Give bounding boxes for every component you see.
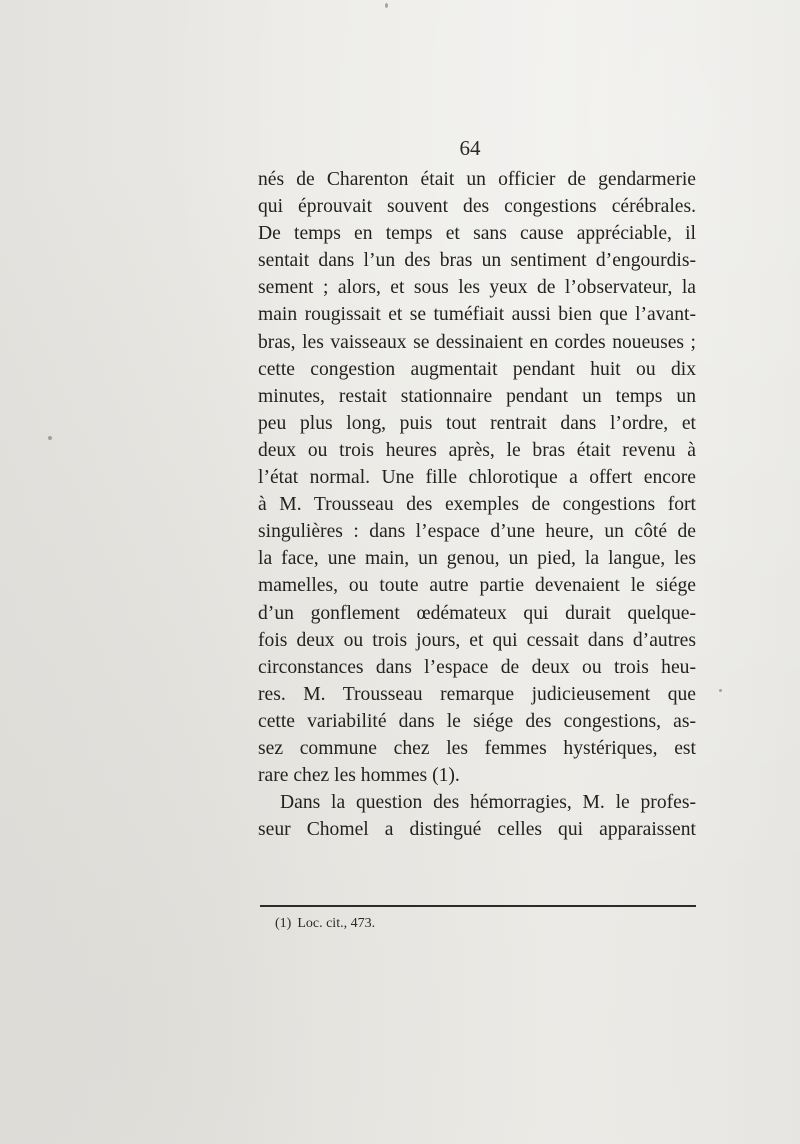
text-line: qui éprouvait souvent des congestions cérébrales.	[258, 196, 696, 218]
paragraph-start-line: Dans la question des hémorragies, M. le profes-	[280, 792, 696, 814]
text-line: main rougissait et se tuméfiait aussi bien que l’avant-	[258, 304, 696, 326]
text-line: d’un gonflement œdémateux qui durait quelque-	[258, 602, 696, 624]
text-line: nés de Charenton était un officier de gendarmerie	[258, 169, 696, 190]
text-line: sentait dans l’un des bras un sentiment d’engourdis-	[258, 250, 696, 272]
text-line: De temps en temps et sans cause appréciable, il	[258, 223, 696, 245]
text-line: circonstances dans l’espace de deux ou trois heu-	[258, 656, 696, 678]
paper-speck	[385, 3, 388, 8]
page-number: 64	[459, 136, 481, 160]
text-line: sez commune chez les femmes hystériques, est	[258, 737, 696, 759]
footnote	[275, 916, 375, 932]
paper-speck	[719, 689, 722, 692]
text-line: minutes, restait stationnaire pendant un temps un	[258, 385, 696, 407]
footnote-text: Loc. cit., 473.	[297, 916, 376, 931]
footnote-rule	[260, 905, 696, 907]
text-line: sement ; alors, et sous les yeux de l’observateur, la	[258, 277, 696, 299]
text-line: res. M. Trousseau remarque judicieusement que	[258, 683, 696, 705]
paper-speck	[48, 436, 52, 440]
body-text	[258, 166, 696, 843]
text-line: cette variabilité dans le siége des congestions, as-	[258, 710, 696, 732]
text-line: à M. Trousseau des exemples de congestions fort	[258, 494, 696, 516]
text-line: la face, une main, un genou, un pied, la langue, les	[258, 548, 696, 570]
paragraph-end-line: rare chez les hommes (1).	[258, 765, 460, 787]
text-line: deux ou trois heures après, le bras était revenu à	[258, 439, 696, 461]
text-line: seur Chomel a distingué celles qui apparaissent	[258, 819, 696, 841]
text-line: fois deux ou trois jours, et qui cessait dans d’autres	[258, 629, 696, 651]
text-line: bras, les vaisseaux se dessinaient en cordes noueuses ;	[258, 331, 696, 353]
text-line: peu plus long, puis tout rentrait dans l’ordre, et	[258, 412, 696, 434]
footnote-marker: (1)	[275, 916, 292, 931]
text-line: cette congestion augmentait pendant huit ou dix	[258, 358, 696, 380]
text-line: l’état normal. Une fille chlorotique a offert encore	[258, 467, 696, 489]
text-line: mamelles, ou toute autre partie devenaient le siége	[258, 575, 696, 597]
text-line: singulières : dans l’espace d’une heure, un côté de	[258, 521, 696, 543]
